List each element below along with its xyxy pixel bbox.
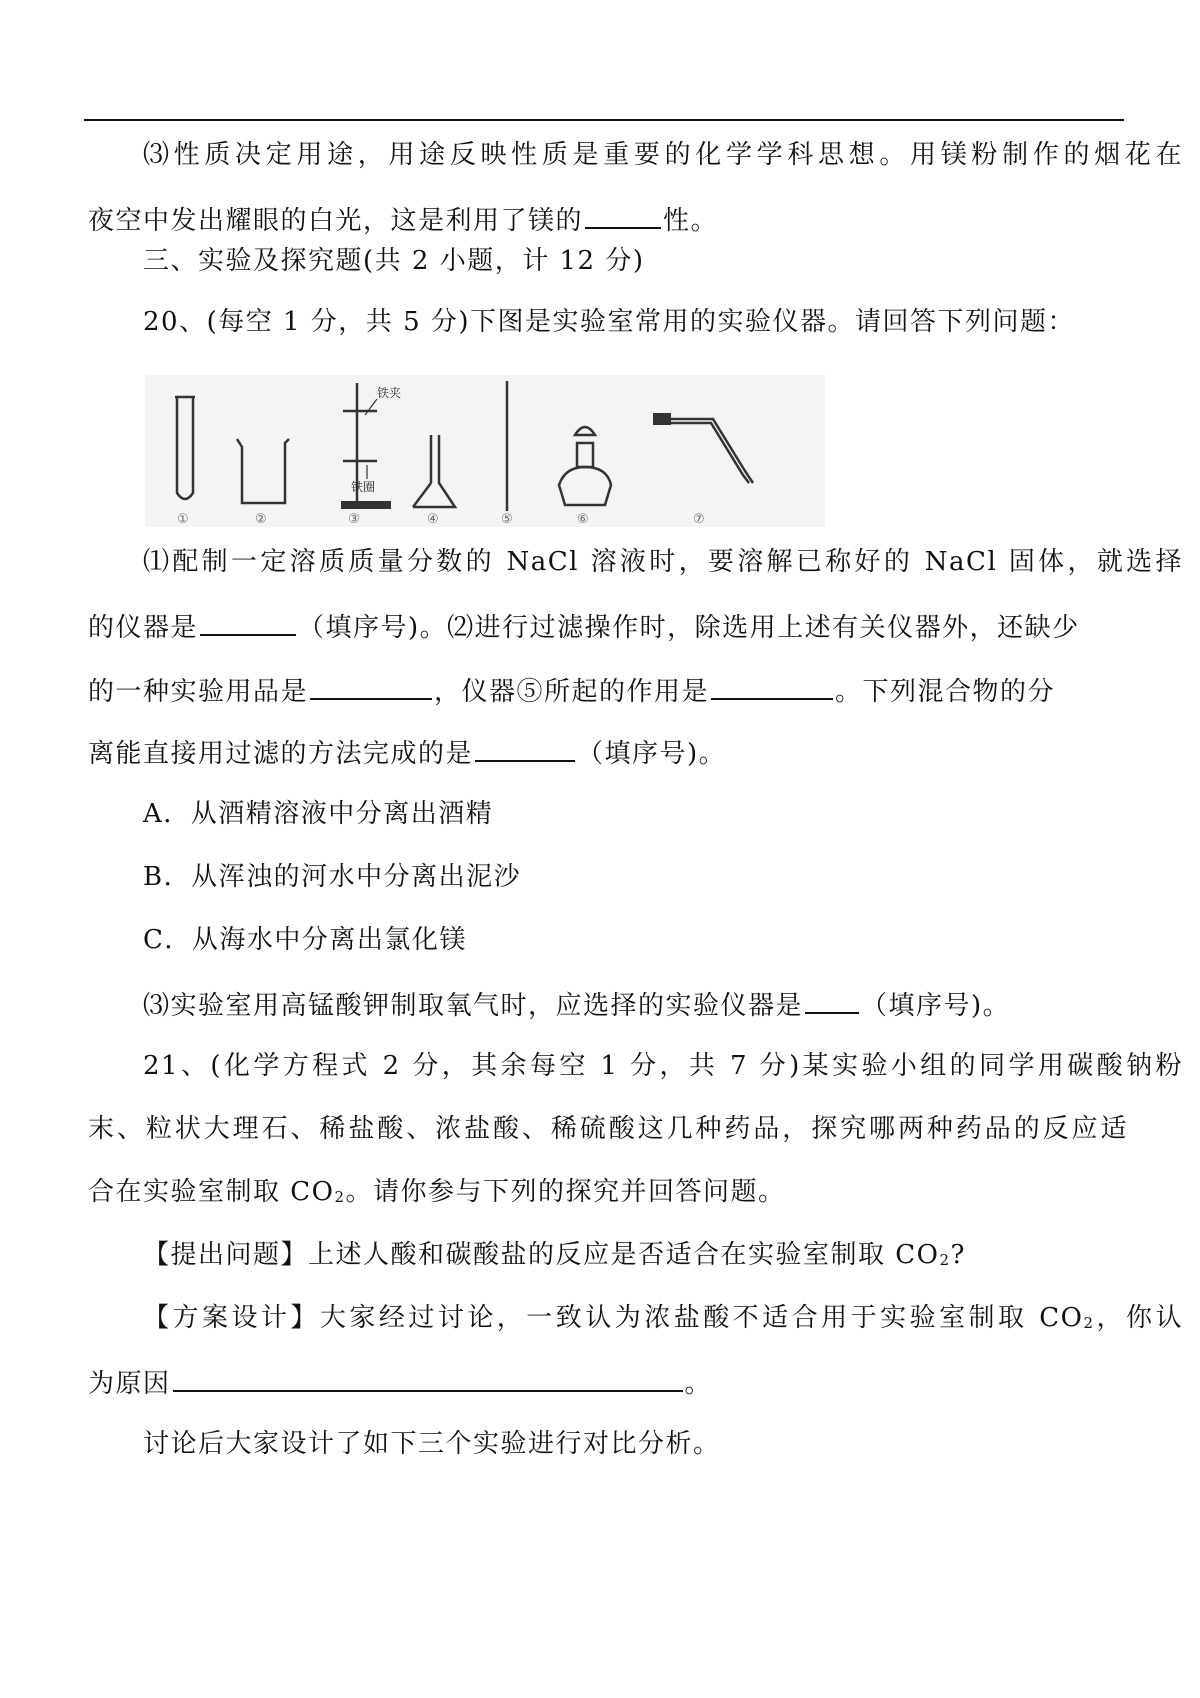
q20-p1-line1: ⑴配制一定溶质质量分数的 NaCl 溶液时，要溶解已称好的 NaCl 固体，就选择 <box>143 547 1183 577</box>
q21-line2: 末、粒状大理石、稀盐酸、浓盐酸、稀硫酸这几种药品，探究哪两种药品的反应适 <box>88 1114 1128 1144</box>
label-7: ⑦ <box>693 512 705 527</box>
q19-3-text: 夜空中发出耀眼的白光，这是利用了镁的 <box>88 206 584 236</box>
q20-p2-text-end: （填序号)。 <box>577 739 727 769</box>
q21-question-text: 【提出问题】上述人酸和碳酸盐的反应是否适合在实验室制取 CO <box>143 1240 940 1270</box>
q21-line3 <box>88 1175 1128 1214</box>
q19-3-text-end: 性。 <box>663 206 719 236</box>
answer-blank[interactable] <box>475 734 575 762</box>
beaker-icon <box>237 439 289 503</box>
delivery-tube-icon <box>653 413 753 483</box>
answer-blank[interactable] <box>711 672 833 700</box>
q21-text: 合在实验室制取 CO <box>88 1177 335 1207</box>
answer-blank[interactable] <box>805 986 859 1014</box>
q19-3-line2 <box>88 201 1128 238</box>
q21-design <box>143 1301 1183 1340</box>
header-rule <box>84 119 1124 121</box>
tag-clamp: 铁夹 <box>377 386 402 400</box>
section-heading: 三、实验及探究题(共 2 小题，计 12 分) <box>143 246 645 276</box>
q21-reason <box>88 1364 1128 1401</box>
option-b: B．从浑浊的河水中分离出泥沙 <box>143 862 522 892</box>
funnel-icon <box>413 435 455 507</box>
answer-blank[interactable] <box>585 201 661 229</box>
q20-p1-line2 <box>88 608 1128 645</box>
label-5: ⑤ <box>501 512 513 527</box>
q20-p2-text: 的一种实验用品是 <box>88 677 309 707</box>
q20-p2-line3 <box>88 672 1128 709</box>
q21-question <box>143 1238 1183 1277</box>
test-tube-icon <box>175 397 195 499</box>
option-c: C．从海水中分离出氯化镁 <box>143 925 467 955</box>
q20-stem: 20、(每空 1 分，共 5 分)下图是实验室常用的实验仪器。请回答下列问题： <box>143 307 1076 337</box>
q21-text-end: 。请你参与下列的探究并回答问题。 <box>345 1177 786 1207</box>
q21-line1: 21、(化学方程式 2 分，其余每空 1 分，共 7 分)某实验小组的同学用碳酸钠粉 <box>143 1051 1183 1081</box>
q21-reason-text: 为原因 <box>88 1369 171 1399</box>
label-6: ⑥ <box>577 512 589 527</box>
q20-p2-text-end: 。下列混合物的分 <box>835 677 1056 707</box>
subscript: 2 <box>334 1188 346 1206</box>
apparatus-figure <box>145 375 825 527</box>
option-a: A．从酒精溶液中分离出酒精 <box>143 799 494 829</box>
answer-blank[interactable] <box>173 1364 683 1392</box>
subscript: 2 <box>939 1251 951 1269</box>
q21-design-text: 【方案设计】大家经过讨论，一致认为浓盐酸不适合用于实验室制取 CO <box>143 1303 1084 1333</box>
q21-design-end: ，你认 <box>1094 1303 1183 1333</box>
label-3: ③ <box>348 512 360 527</box>
q20-p2-text: （填序号)。⑵进行过滤操作时，除选用上述有关仪器外，还缺少 <box>298 613 1080 643</box>
q20-p2-text: 离能直接用过滤的方法完成的是 <box>88 739 474 769</box>
q19-3-line1: ⑶性质决定用途，用途反映性质是重要的化学学科思想。用镁粉制作的烟花在 <box>143 140 1183 170</box>
subscript: 2 <box>1083 1314 1095 1332</box>
label-4: ④ <box>427 512 439 527</box>
answer-blank[interactable] <box>310 672 432 700</box>
q21-question-end: ? <box>950 1240 966 1270</box>
alcohol-lamp-icon <box>559 427 611 505</box>
tag-ring: 铁圈 <box>351 480 376 494</box>
label-1: ① <box>177 512 189 527</box>
q20-p2-line4 <box>88 734 1128 771</box>
q20-p3 <box>143 986 1183 1023</box>
q20-p3-text: ⑶实验室用高锰酸钾制取氧气时，应选择的实验仪器是 <box>143 991 804 1021</box>
label-2: ② <box>255 512 267 527</box>
q21-discuss: 讨论后大家设计了如下三个实验进行对比分析。 <box>143 1429 721 1459</box>
q20-p2-text-mid: ，仪器⑤所起的作用是 <box>434 677 710 707</box>
iron-stand-icon <box>341 383 401 509</box>
q20-p3-text-end: （填序号)。 <box>861 991 1011 1021</box>
answer-blank[interactable] <box>200 608 296 636</box>
q20-p1-text: 的仪器是 <box>88 613 199 643</box>
q21-reason-end: 。 <box>684 1369 713 1399</box>
